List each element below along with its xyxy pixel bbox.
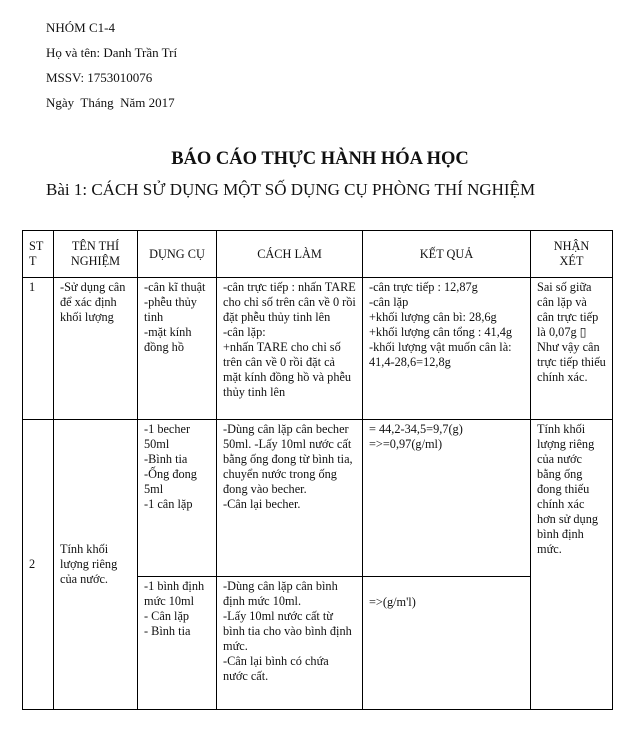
header-tools: DỤNG CỤ — [138, 231, 217, 278]
row-2a-tools: -1 becher 50ml -Bình tia -Ống đong 5ml -1 cân lặp — [138, 420, 217, 577]
table-header-row — [23, 231, 613, 278]
row-2a-method: -Dùng cân lặp cân becher 50ml. -Lấy 10ml nước cất bằng ống đong từ bình tia, chuyển nước trong ống đong vào becher. -Cân lại becher. — [217, 420, 363, 577]
student-id: MSSV: 1753010076 — [46, 70, 153, 85]
row-2b-tools: -1 bình định mức 10ml - Cân lặp - Bình tia — [138, 577, 217, 710]
header-stt: ST T — [23, 231, 54, 278]
student-name: Họ và tên: Danh Trần Trí — [46, 45, 178, 60]
table-row — [23, 420, 613, 577]
row-1-result: -cân trực tiếp : 12,87g -cân lặp +khối lượng cân bì: 28,6g +khối lượng cân tổng : 41,4g -khối lượng vật muốn cân là: 41,4-28,6=12,8g — [363, 278, 531, 420]
report-date: Ngày Tháng Năm 2017 — [46, 95, 175, 110]
row-1-stt: 1 — [23, 278, 54, 420]
header-method: CÁCH LÀM — [217, 231, 363, 278]
row-2-comment: Tính khối lượng riêng của nước bằng ống đong thiếu chính xác hơn sử dụng bình định mức. — [531, 420, 613, 710]
table-row — [23, 278, 613, 420]
row-2-stt: 2 — [23, 420, 54, 710]
lesson-title: Bài 1: CÁCH SỬ DỤNG MỘT SỐ DỤNG CỤ PHÒNG THÍ NGHIỆM — [46, 180, 536, 199]
report-title: BÁO CÁO THỰC HÀNH HÓA HỌC — [171, 149, 469, 169]
row-2b-result: =>(g/m'l) — [363, 577, 531, 710]
row-1-tools: -cân kĩ thuật -phễu thủy tinh -mặt kính đồng hồ — [138, 278, 217, 420]
row-1-experiment: -Sử dụng cân để xác định khối lượng — [54, 278, 138, 420]
row-2-experiment: Tính khối lượng riêng của nước. — [54, 420, 138, 710]
row-2b-method: -Dùng cân lặp cân bình định mức 10ml. -Lấy 10ml nước cất từ bình tia cho vào bình định mức. -Cân lại bình có chứa nước cất. — [217, 577, 363, 710]
row-1-comment: Sai số giữa cân lặp và cân trực tiếp là 0,07g ▯ Như vậy cân trực tiếp thiếu chính xác. — [531, 278, 613, 420]
group-label: NHÓM C1-4 — [46, 20, 115, 35]
row-2a-result: = 44,2-34,5=9,7(g) =>=0,97(g/ml) — [363, 420, 531, 577]
header-comment: NHẬN XÉT — [531, 231, 613, 278]
row-1-method: -cân trực tiếp : nhấn TARE cho chỉ số trên cân về 0 rồi đặt phễu thủy tinh lên -cân lặp: +nhấn TARE cho chỉ số trên cân về 0 rồi đặt cả mặt kính đồng hồ và phễu thủy tinh lên — [217, 278, 363, 420]
header-result: KẾT QUẢ — [363, 231, 531, 278]
lab-report-table — [22, 230, 613, 710]
header-experiment: TÊN THÍ NGHIỆM — [54, 231, 138, 278]
